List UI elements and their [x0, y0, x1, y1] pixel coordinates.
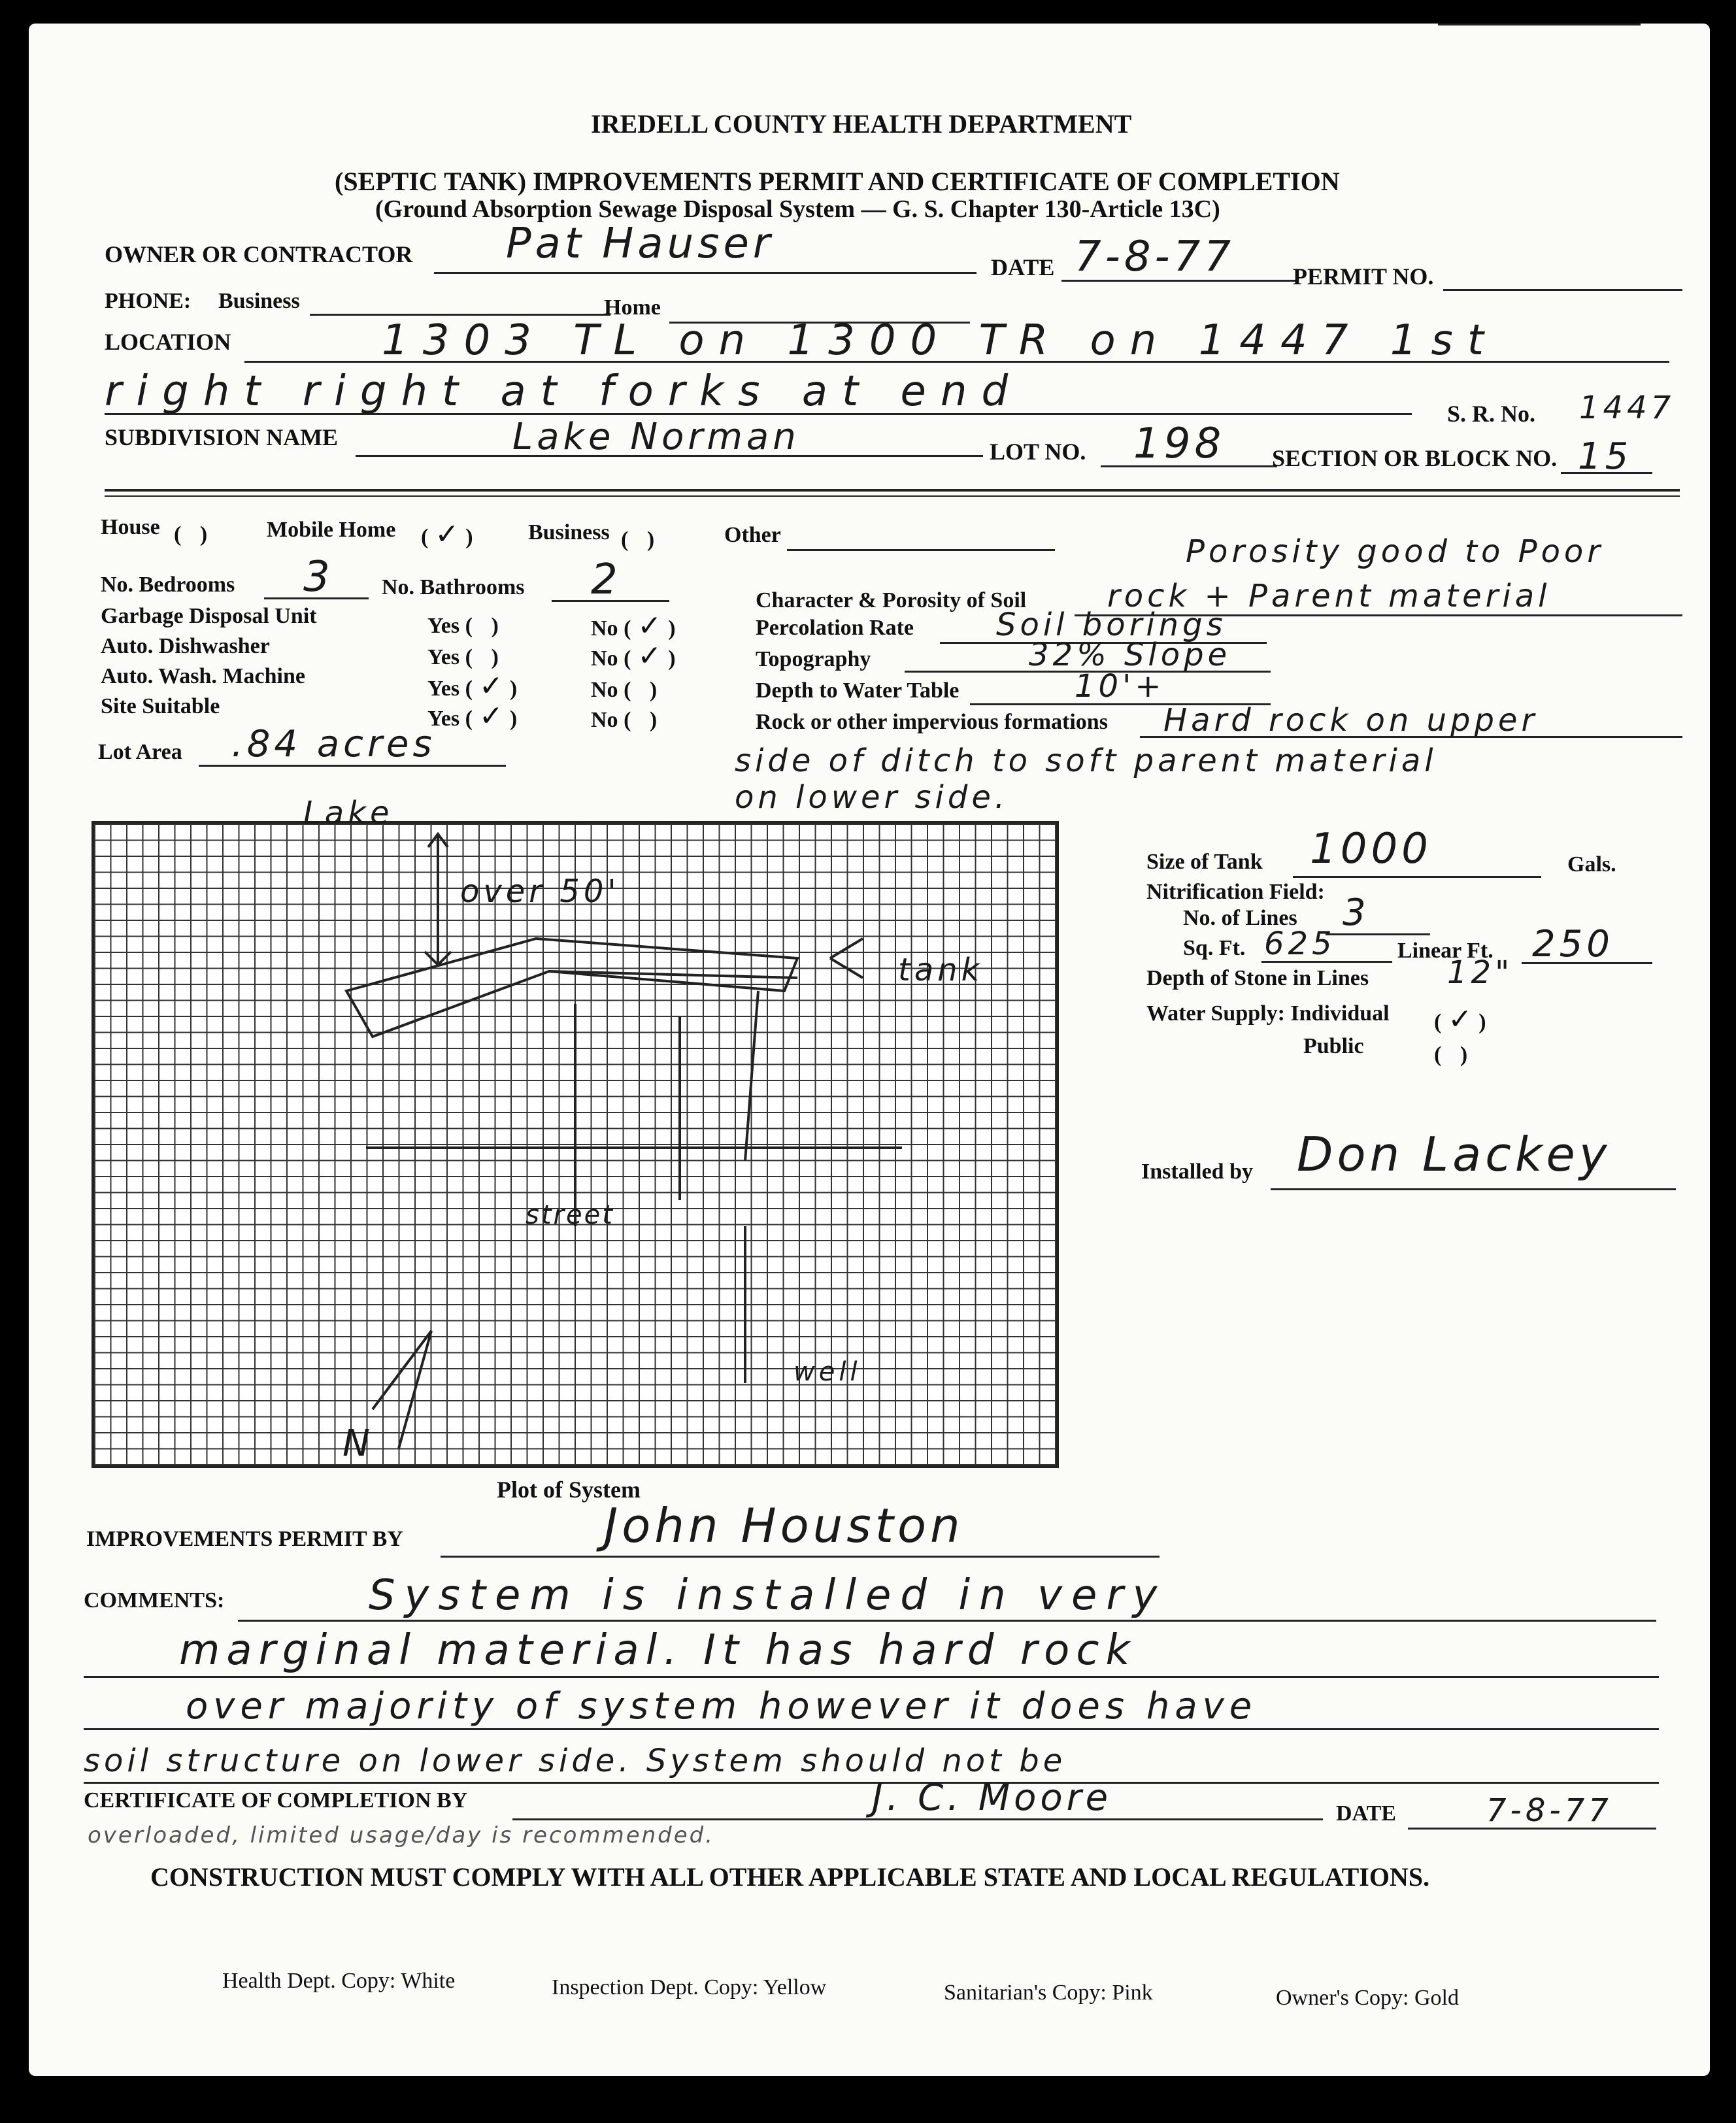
lot-no-label: LOT NO.	[990, 439, 1086, 465]
plot-well-note: well	[793, 1357, 861, 1387]
dishwasher-yes: Yes ( )	[427, 645, 505, 669]
bedrooms-label: No. Bedrooms	[101, 573, 235, 597]
location-line-2: right right at forks at end	[105, 367, 1023, 416]
rock-label: Rock or other impervious formations	[756, 710, 1108, 734]
character-label: Character & Porosity of Soil	[756, 588, 1027, 612]
owner-value: Pat Hauser	[506, 220, 775, 268]
rock-value-line-2: side of ditch to soft parent material	[735, 743, 1437, 779]
phone-label: PHONE:	[105, 289, 192, 313]
public-label: Public	[1303, 1034, 1364, 1058]
bathrooms-label: No. Bathrooms	[382, 575, 525, 599]
percolation-label: Percolation Rate	[756, 616, 914, 640]
tank-size-label: Size of Tank	[1146, 850, 1263, 874]
phone-home-label: Home	[604, 295, 661, 320]
water-table-label: Depth to Water Table	[756, 678, 960, 703]
lines-label: No. of Lines	[1183, 906, 1297, 930]
copy-health: Health Dept. Copy: White	[222, 1969, 456, 1993]
copy-owner: Owner's Copy: Gold	[1276, 1986, 1460, 2010]
rock-value-line-1: Hard rock on upper	[1163, 702, 1539, 739]
comments-line-3: over majority of system however it does have	[186, 1685, 1258, 1728]
permit-form	[29, 24, 1710, 2076]
site-suitable-no: No ( )	[591, 708, 664, 732]
date-label: DATE	[991, 254, 1055, 280]
character-value: rock + Parent material	[1107, 578, 1551, 614]
individual-checkbox: (✓)	[1434, 1003, 1493, 1036]
garbage-label: Garbage Disposal Unit	[101, 604, 317, 628]
garbage-yes: Yes ( )	[427, 614, 505, 638]
plot-sketch	[92, 821, 1059, 1468]
subdivision-label: SUBDIVISION NAME	[105, 424, 339, 450]
bedrooms-value: 3	[303, 553, 334, 601]
washer-label: Auto. Wash. Machine	[101, 664, 305, 688]
house-checkbox: ( )	[174, 522, 214, 546]
public-checkbox: ( )	[1434, 1043, 1475, 1067]
mobile-home-label: Mobile Home	[267, 518, 396, 542]
comments-line-1: System is installed in very	[369, 1571, 1167, 1620]
business-checkbox: ( )	[621, 527, 661, 552]
lines-value: 3	[1343, 892, 1370, 934]
site-suitable-yes: Yes (✓)	[427, 699, 524, 733]
copy-inspection: Inspection Dept. Copy: Yellow	[552, 1975, 827, 1999]
sqft-label: Sq. Ft.	[1183, 936, 1246, 960]
porosity-note: Porosity good to Poor	[1186, 533, 1605, 570]
water-table-value: 10'+	[1075, 668, 1165, 705]
comments-line-2: marginal material. It has hard rock	[179, 1626, 1137, 1675]
topography-value: 32% Slope	[1029, 637, 1231, 673]
plot-street-note: street	[526, 1200, 614, 1230]
house-label: House	[101, 515, 160, 539]
permit-by-label: IMPROVEMENTS PERMIT BY	[86, 1527, 403, 1551]
plot-caption: Plot of System	[497, 1477, 641, 1503]
comments-line-5: overloaded, limited usage/day is recommended.	[88, 1822, 715, 1848]
gals-label: Gals.	[1567, 852, 1616, 877]
site-suitable-label: Site Suitable	[101, 694, 220, 718]
certificate-label: CERTIFICATE OF COMPLETION BY	[84, 1788, 468, 1813]
comments-line-4: soil structure on lower side. System should not be	[84, 1743, 1067, 1779]
section-block-label: SECTION OR BLOCK NO.	[1272, 445, 1558, 471]
installed-by-value: Don Lackey	[1297, 1127, 1611, 1182]
linear-ft-label: Linear Ft.	[1397, 939, 1494, 963]
lot-no-value: 198	[1133, 420, 1226, 468]
certificate-date-value: 7-8-77	[1486, 1792, 1612, 1829]
stone-depth-value: 12"	[1447, 954, 1514, 991]
subdivision-value: Lake Norman	[512, 416, 800, 458]
mobile-home-checkbox: (✓)	[421, 518, 480, 551]
form-subtitle: (Ground Absorption Sewage Disposal System — G. S. Chapter 130-Article 13C)	[375, 195, 1220, 223]
tank-size-value: 1000	[1310, 825, 1432, 873]
location-line-1: 1303 TL on 1300 TR on 1447 1st	[382, 316, 1498, 365]
certificate-date-label: DATE	[1336, 1801, 1396, 1826]
copy-sanitarian: Sanitarian's Copy: Pink	[944, 1981, 1153, 2005]
sr-no-value: 1447	[1579, 390, 1675, 426]
date-value: 7-8-77	[1075, 233, 1235, 281]
location-label: LOCATION	[105, 329, 231, 355]
other-label: Other	[724, 523, 781, 547]
comments-label: COMMENTS:	[84, 1588, 225, 1613]
dishwasher-label: Auto. Dishwasher	[101, 634, 270, 658]
plot-lake-note: Lake	[303, 795, 393, 831]
permit-no-label: PERMIT NO.	[1293, 263, 1434, 290]
owner-label: OWNER OR CONTRACTOR	[105, 241, 413, 267]
plot-distance-note: over 50'	[460, 873, 620, 910]
topography-label: Topography	[756, 647, 871, 671]
installed-by-label: Installed by	[1141, 1160, 1253, 1184]
sqft-value: 625	[1264, 926, 1336, 962]
nitrification-label: Nitrification Field:	[1146, 880, 1325, 904]
permit-by-value: John Houston	[604, 1498, 964, 1553]
department-heading: IREDELL COUNTY HEALTH DEPARTMENT	[591, 109, 1132, 139]
garbage-no: No (✓)	[591, 609, 682, 643]
rock-value-line-3: on lower side.	[735, 779, 1009, 816]
washer-yes: Yes (✓)	[427, 669, 524, 703]
linear-ft-value: 250	[1532, 923, 1614, 965]
plot-tank-note: tank	[898, 952, 984, 988]
washer-no: No ( )	[591, 678, 664, 702]
dishwasher-no: No (✓)	[591, 639, 682, 673]
lot-area-label: Lot Area	[98, 740, 182, 764]
water-supply-label: Water Supply: Individual	[1146, 1001, 1390, 1026]
stone-depth-label: Depth of Stone in Lines	[1146, 966, 1369, 990]
bathrooms-value: 2	[591, 556, 622, 604]
section-block-value: 15	[1578, 435, 1633, 478]
phone-business-label: Business	[218, 289, 300, 313]
business-label: Business	[528, 520, 610, 544]
sr-no-label: S. R. No.	[1447, 401, 1536, 427]
plot-n-note: N	[342, 1422, 374, 1465]
lot-area-value: .84 acres	[231, 723, 436, 765]
percolation-value: Soil borings	[996, 607, 1227, 643]
regulations-notice: CONSTRUCTION MUST COMPLY WITH ALL OTHER APPLICABLE STATE AND LOCAL REGULATIONS.	[150, 1862, 1430, 1892]
form-title: (SEPTIC TANK) IMPROVEMENTS PERMIT AND CERTIFICATE OF COMPLETION	[335, 167, 1340, 196]
certificate-value: J. C. Moore	[872, 1777, 1112, 1819]
